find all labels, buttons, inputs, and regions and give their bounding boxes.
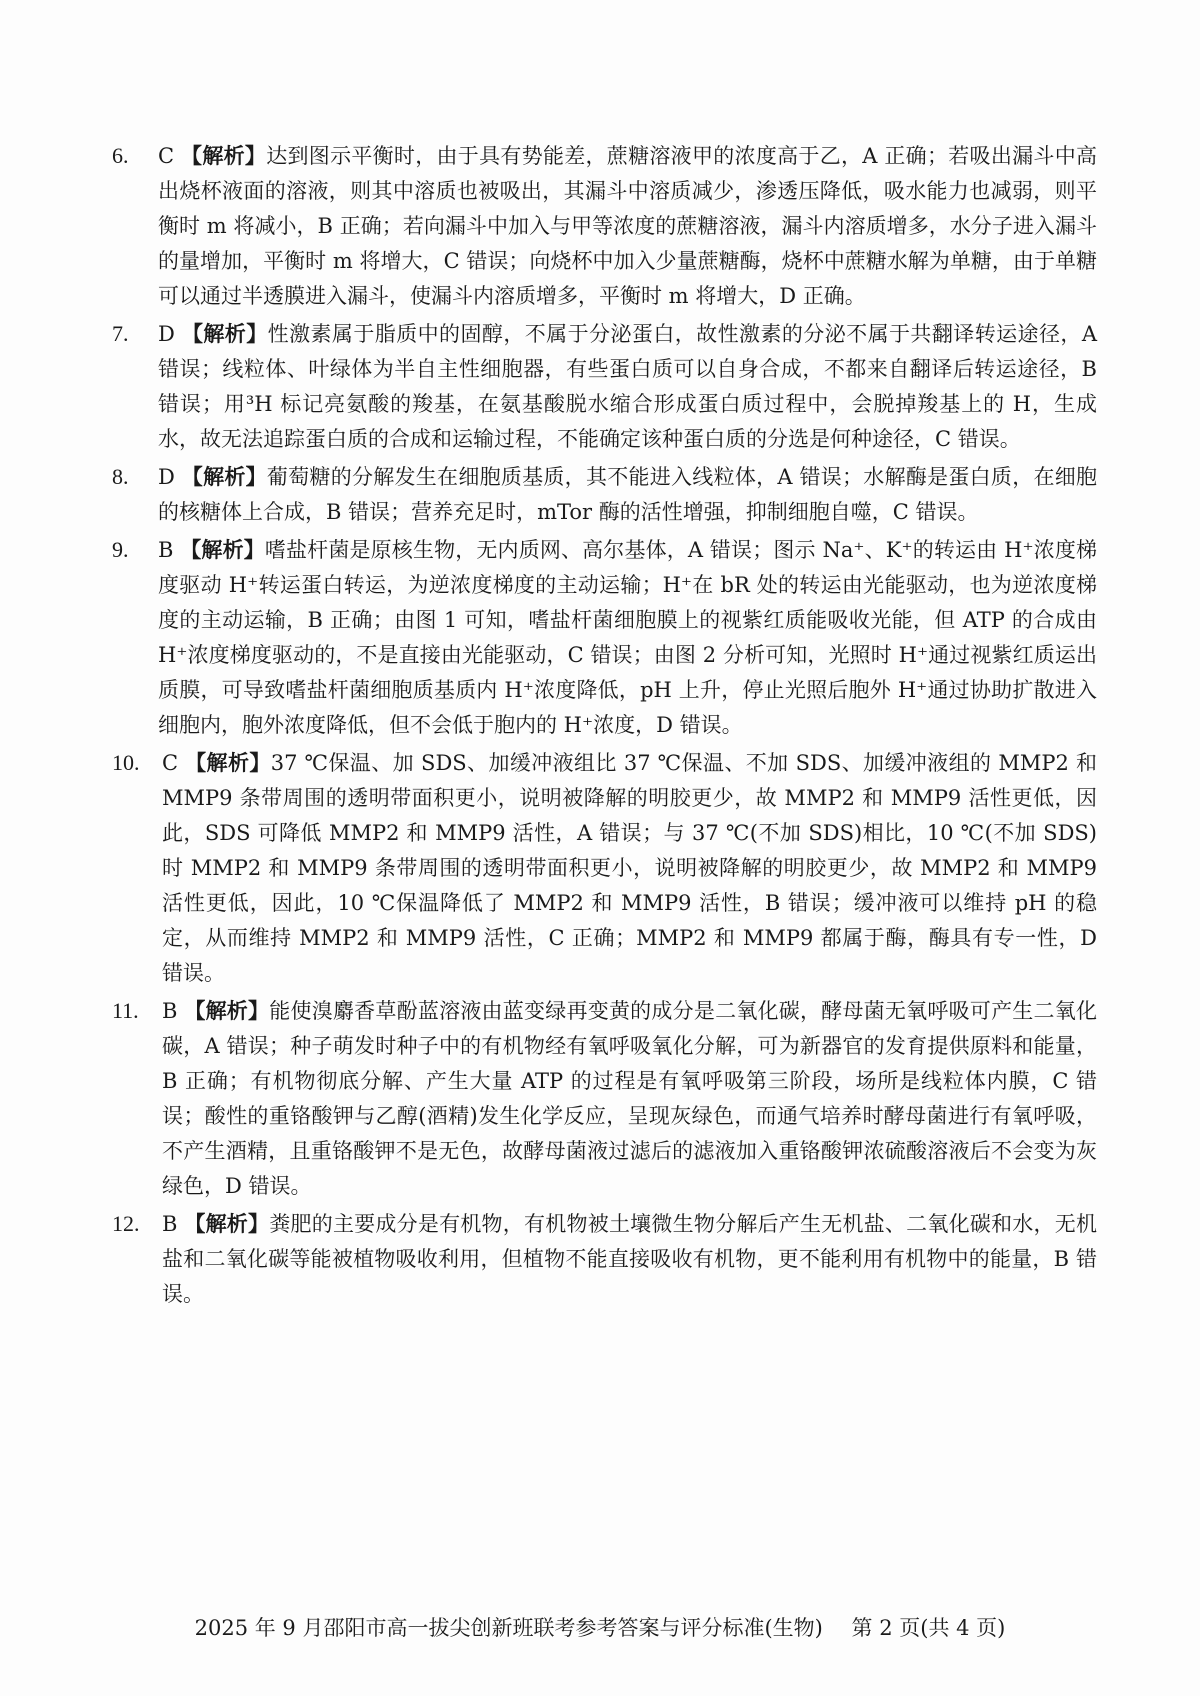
analysis-tag: 【解析】: [184, 1211, 270, 1236]
analysis-tag: 【解析】: [184, 998, 270, 1023]
analysis-tag: 【解析】: [180, 537, 265, 562]
answer-choice: B: [162, 999, 178, 1023]
question-number: 8.: [112, 464, 129, 489]
answer-item-11: [112, 993, 1097, 1204]
page-footer: [0, 1612, 1200, 1642]
question-number: 7.: [112, 321, 129, 346]
answer-choice: B: [162, 1212, 178, 1236]
answer-item-8: [112, 459, 1097, 530]
answer-choice: B: [158, 538, 174, 562]
question-number: 9.: [112, 537, 129, 562]
footer-title: 2025 年 9 月邵阳市高一拔尖创新班联考参考答案与评分标准(生物): [194, 1616, 823, 1640]
analysis-tag: 【解析】: [181, 464, 267, 489]
answer-list: [112, 138, 1097, 1314]
answer-item-12: [112, 1206, 1097, 1312]
answer-choice: C: [162, 751, 179, 775]
analysis-text: 粪肥的主要成分是有机物，有机物被土壤微生物分解后产生无机盐、二氧化碳和水，无机盐和二氧化碳等能被植物吸收利用，但植物不能直接吸收有机物，更不能利用有机物中的能量，B 错误。: [162, 1212, 1097, 1306]
question-number: 11.: [112, 998, 139, 1023]
answer-choice: C: [158, 144, 175, 168]
analysis-tag: 【解析】: [181, 143, 267, 168]
answer-item-9: [112, 532, 1097, 743]
analysis-text: 性激素属于脂质中的固醇，不属于分泌蛋白，故性激素的分泌不属于共翻译转运途径，A 错误；线粒体、叶绿体为半自主性细胞器，有些蛋白质可以自身合成，不都来自翻译后转运途径，B 错误；用³H 标记亮氨酸的羧基，在氨基酸脱水缩合形成蛋白质过程中，会脱掉羧基上的 H，生成水，故无法追踪蛋白质的合成和运输过程，不能确定该种蛋白质的分选是何种途径，C 错误。: [158, 322, 1097, 451]
analysis-text: 葡萄糖的分解发生在细胞质基质，其不能进入线粒体，A 错误；水解酶是蛋白质，在细胞的核糖体上合成，B 错误；营养充足时，mTor 酶的活性增强，抑制细胞自噬，C 错误。: [158, 465, 1098, 524]
analysis-text: 37 ℃保温、加 SDS、加缓冲液组比 37 ℃保温、不加 SDS、加缓冲液组的 MMP2 和 MMP9 条带周围的透明带面积更小，说明被降解的明胶更少，故 MMP2 和 MMP9 活性更低，因此，SDS 可降低 MMP2 和 MMP9 活性，A 错误；与 37 ℃(不加 SDS)相比，10 ℃(不加 SDS)时 MMP2 和 MMP9 条带周围的透明带面积更小，说明被降解的明胶更少，故 MMP2 和 MMP9 活性更低，因此，10 ℃保温降低了 MMP2 和 MMP9 活性，B 错误；缓冲液可以维持 pH 的稳定，从而维持 MMP2 和 MMP9 活性，C 正确；MMP2 和 MMP9 都属于酶，酶具有专一性，D 错误。: [162, 751, 1097, 985]
answer-item-6: [112, 138, 1097, 314]
answer-item-7: [112, 316, 1097, 457]
question-number: 12.: [112, 1211, 140, 1236]
analysis-text: 达到图示平衡时，由于具有势能差，蔗糖溶液甲的浓度高于乙，A 正确；若吸出漏斗中高出烧杯液面的溶液，则其中溶质也被吸出，其漏斗中溶质减少，渗透压降低，吸水能力也减弱，则平衡时 m 将减小，B 正确；若向漏斗中加入与甲等浓度的蔗糖溶液，漏斗内溶质增多，水分子进入漏斗的量增加，平衡时 m 将增大，C 错误；向烧杯中加入少量蔗糖酶，烧杯中蔗糖水解为单糖，由于单糖可以通过半透膜进入漏斗，使漏斗内溶质增多，平衡时 m 将增大，D 正确。: [158, 144, 1097, 308]
answer-choice: D: [158, 322, 175, 346]
question-number: 10.: [112, 750, 140, 775]
answer-choice: D: [158, 465, 175, 489]
analysis-tag: 【解析】: [185, 750, 271, 775]
analysis-text: 能使溴麝香草酚蓝溶液由蓝变绿再变黄的成分是二氧化碳，酵母菌无氧呼吸可产生二氧化碳，A 错误；种子萌发时种子中的有机物经有氧呼吸氧化分解，可为新器官的发育提供原料和能量，B 正确；有机物彻底分解、产生大量 ATP 的过程是有氧呼吸第三阶段，场所是线粒体内膜，C 错误；酸性的重铬酸钾与乙醇(酒精)发生化学反应，呈现灰绿色，而通气培养时酵母菌进行有氧呼吸，不产生酒精，且重铬酸钾不是无色，故酵母菌液过滤后的滤液加入重铬酸钾浓硫酸溶液后不会变为灰绿色，D 错误。: [162, 999, 1097, 1198]
analysis-tag: 【解析】: [181, 321, 268, 346]
answer-item-10: [112, 745, 1097, 991]
analysis-text: 嗜盐杆菌是原核生物，无内质网、高尔基体，A 错误；图示 Na⁺、K⁺的转运由 H⁺浓度梯度驱动 H⁺转运蛋白转运，为逆浓度梯度的主动运输；H⁺在 bR 处的转运由光能驱动，也为逆浓度梯度的主动运输，B 正确；由图 1 可知，嗜盐杆菌细胞膜上的视紫红质能吸收光能，但 ATP 的合成由 H⁺浓度梯度驱动的，不是直接由光能驱动，C 错误；由图 2 分析可知，光照时 H⁺通过视紫红质运出质膜，可导致嗜盐杆菌细胞质基质内 H⁺浓度降低，pH 上升，停止光照后胞外 H⁺通过协助扩散进入细胞内，胞外浓度降低，但不会低于胞内的 H⁺浓度，D 错误。: [158, 538, 1097, 737]
question-number: 6.: [112, 143, 129, 168]
footer-page-number: 第 2 页(共 4 页): [851, 1616, 1006, 1640]
